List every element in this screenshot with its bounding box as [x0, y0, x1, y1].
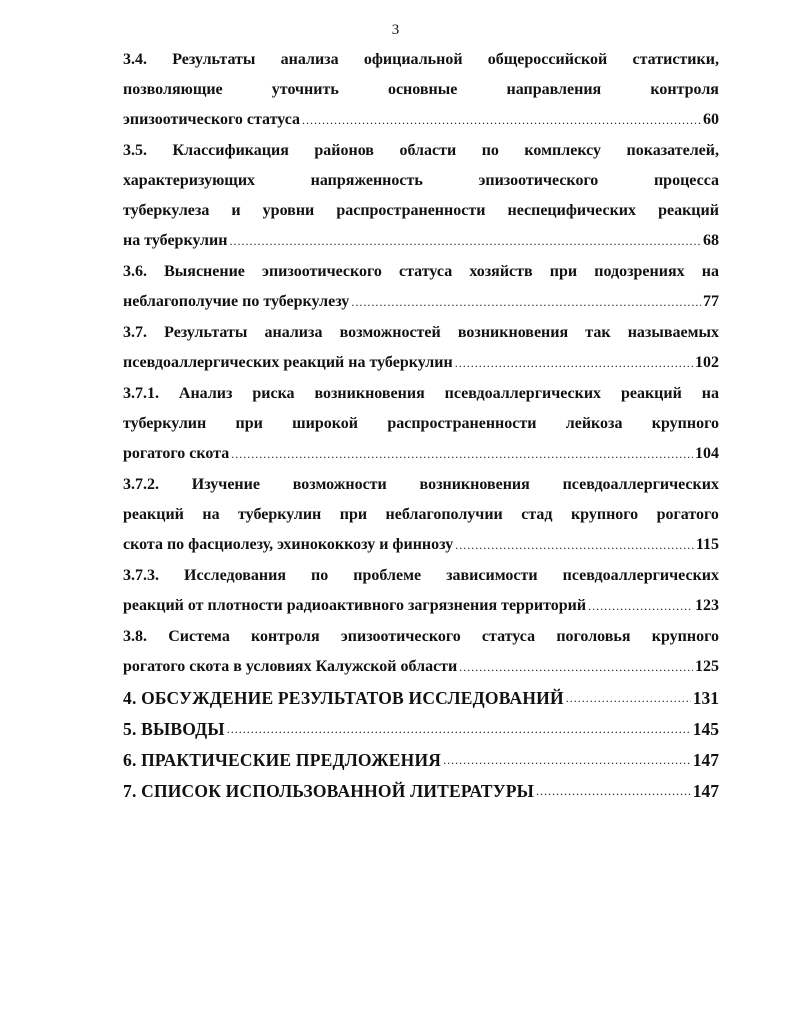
toc-entry-title: псевдоаллергических реакций на туберкулин: [123, 354, 453, 371]
toc-entry-line: 3.7.1. Анализ риска возникновения псевдоаллергических реакций на: [123, 385, 719, 402]
toc-entry: [123, 45, 719, 135]
toc-entry-line: туберкулин при широкой распространенности лейкоза крупного: [123, 415, 719, 432]
toc-entry-last-line: [123, 745, 719, 775]
toc-entry-line: 3.7. Результаты анализа возможностей возникновения так называемых: [123, 324, 719, 341]
toc-entry: [123, 683, 719, 713]
toc-entry-title: скота по фасциолезу, эхинококкозу и финнозу: [123, 536, 454, 553]
toc-entry-line: 3.8. Система контроля эпизоотического статуса поголовья крупного: [123, 628, 719, 645]
toc-page-number: 145: [692, 719, 719, 739]
toc-entry-last-line: [123, 105, 719, 135]
toc-entry-title: 7. СПИСОК ИСПОЛЬЗОВАННОЙ ЛИТЕРАТУРЫ: [123, 781, 535, 801]
leader-dots: [302, 105, 701, 135]
table-of-contents: [123, 45, 719, 807]
toc-entry: [123, 561, 719, 621]
toc-page-number: 147: [692, 750, 719, 770]
toc-entry: [123, 470, 719, 560]
toc-page-number: 125: [695, 658, 719, 675]
toc-entry-line: характеризующих напряженность эпизоотического процесса: [123, 172, 719, 189]
toc-entry: [123, 776, 719, 806]
toc-entry-last-line: [123, 530, 719, 560]
toc-entry-last-line: [123, 439, 719, 469]
toc-entry: [123, 379, 719, 469]
leader-dots: [588, 591, 693, 621]
toc-entry-title: реакций от плотности радиоактивного загрязнения территорий: [123, 597, 587, 614]
toc-entry: [123, 136, 719, 256]
toc-entry-title: на туберкулин: [123, 232, 228, 249]
toc-page-number: 123: [695, 597, 719, 614]
toc-entry-last-line: [123, 591, 719, 621]
toc-entry-last-line: [123, 226, 719, 256]
toc-entry: [123, 257, 719, 317]
toc-entry-title: неблагополучие по туберкулезу: [123, 293, 350, 310]
toc-entry-title: 6. ПРАКТИЧЕСКИЕ ПРЕДЛОЖЕНИЯ: [123, 750, 442, 770]
toc-entry-line: позволяющие уточнить основные направления контроля: [123, 81, 719, 98]
leader-dots: [229, 226, 701, 256]
leader-dots: [459, 652, 693, 682]
leader-dots: [231, 439, 693, 469]
toc-entry-last-line: [123, 348, 719, 378]
toc-page-number: 77: [703, 293, 719, 310]
toc-entry-title: эпизоотического статуса: [123, 111, 301, 128]
toc-entry-line: 3.6. Выяснение эпизоотического статуса хозяйств при подозрениях на: [123, 263, 719, 280]
toc-entry-last-line: [123, 683, 719, 713]
toc-entry: [123, 745, 719, 775]
leader-dots: [566, 683, 691, 713]
toc-entry-last-line: [123, 652, 719, 682]
page-number: 3: [391, 22, 400, 38]
leader-dots: [443, 745, 691, 775]
toc-page-number: 147: [692, 781, 719, 801]
toc-page-number: 104: [695, 445, 719, 462]
leader-dots: [351, 287, 701, 317]
toc-page-number: 131: [692, 688, 719, 708]
toc-entry-line: 3.4. Результаты анализа официальной общероссийской статистики,: [123, 51, 719, 68]
toc-entry: [123, 318, 719, 378]
toc-entry-title: 4. ОБСУЖДЕНИЕ РЕЗУЛЬТАТОВ ИССЛЕДОВАНИЙ: [123, 688, 564, 708]
leader-dots: [536, 776, 691, 806]
toc-entry-last-line: [123, 287, 719, 317]
toc-page-number: 60: [703, 111, 719, 128]
toc-entry: [123, 622, 719, 682]
toc-entry-line: 3.7.3. Исследования по проблеме зависимости псевдоаллергических: [123, 567, 719, 584]
toc-entry-last-line: [123, 776, 719, 806]
toc-entry-last-line: [123, 714, 719, 744]
toc-page-number: 102: [695, 354, 719, 371]
toc-page-number: 115: [695, 536, 719, 553]
leader-dots: [455, 348, 693, 378]
toc-entry-line: 3.7.2. Изучение возможности возникновения псевдоаллергических: [123, 476, 719, 493]
toc-entry: [123, 714, 719, 744]
toc-entry-line: 3.5. Классификация районов области по комплексу показателей,: [123, 142, 719, 159]
toc-page-number: 68: [703, 232, 719, 249]
toc-entry-title: рогатого скота в условиях Калужской области: [123, 658, 458, 675]
toc-entry-line: реакций на туберкулин при неблагополучии стад крупного рогатого: [123, 506, 719, 523]
toc-entry-line: туберкулеза и уровни распространенности неспецифических реакций: [123, 202, 719, 219]
leader-dots: [455, 530, 694, 560]
leader-dots: [227, 714, 691, 744]
toc-entry-title: 5. ВЫВОДЫ: [123, 719, 225, 739]
toc-entry-title: рогатого скота: [123, 445, 230, 462]
